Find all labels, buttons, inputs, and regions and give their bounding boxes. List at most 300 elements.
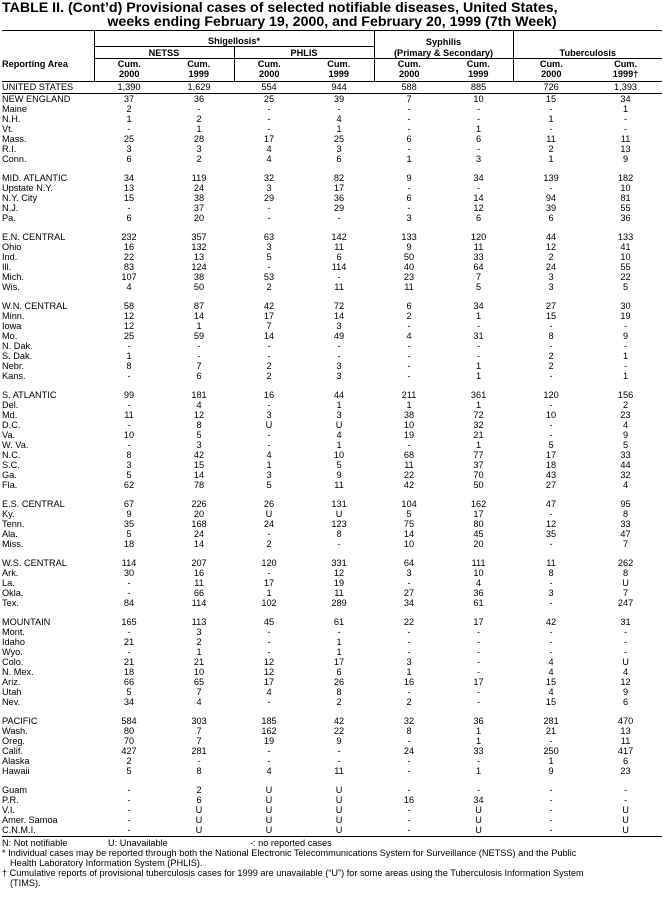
table-row bbox=[2, 716, 662, 726]
value-cell: - bbox=[127, 371, 131, 381]
value-cell: 12 bbox=[263, 657, 275, 667]
value-cell: - bbox=[267, 400, 271, 410]
value-cell: 50 bbox=[193, 282, 205, 292]
reporting-area-cell: Iowa bbox=[2, 321, 22, 331]
value-cell: 8 bbox=[548, 568, 554, 578]
footnote-dagger: † Cumulative reports of provisional tuberculosis cases for 1999 are unavailable (“U”) for some areas using the Tuberculosis Information System bbox=[2, 868, 584, 878]
value-cell: - bbox=[477, 756, 481, 766]
table-row bbox=[2, 558, 662, 568]
reporting-area-cell: Guam bbox=[2, 785, 28, 795]
value-cell: 3 bbox=[196, 627, 202, 637]
value-cell: 3 bbox=[126, 144, 132, 154]
table-row bbox=[2, 114, 662, 124]
value-cell: - bbox=[267, 627, 271, 637]
value-cell: - bbox=[407, 144, 411, 154]
value-cell: 14 bbox=[193, 539, 205, 549]
value-cell: U bbox=[335, 420, 343, 430]
table-row bbox=[2, 82, 662, 94]
value-cell: 8 bbox=[196, 420, 202, 430]
value-cell: 181 bbox=[191, 390, 207, 400]
phlis-header: PHLIS bbox=[234, 47, 374, 59]
value-cell: 17 bbox=[333, 183, 345, 193]
value-cell: 3 bbox=[406, 657, 412, 667]
value-cell: - bbox=[477, 657, 481, 667]
value-cell: 7 bbox=[622, 539, 629, 549]
table-row bbox=[2, 756, 662, 766]
value-cell: 5 bbox=[336, 460, 342, 470]
value-cell: 1 bbox=[266, 588, 272, 598]
value-cell: 36 bbox=[193, 94, 205, 104]
value-cell: 4 bbox=[196, 400, 202, 410]
value-cell: 42 bbox=[403, 480, 415, 490]
value-cell: 25 bbox=[263, 94, 275, 104]
reporting-area-cell: Miss. bbox=[2, 539, 24, 549]
disease-table bbox=[2, 30, 662, 835]
value-cell: 3 bbox=[475, 154, 482, 164]
value-cell: 12 bbox=[263, 667, 275, 677]
col-header: Cum. 1999 bbox=[444, 59, 513, 82]
table-row bbox=[2, 766, 662, 776]
value-cell: - bbox=[549, 627, 553, 637]
value-cell: 5 bbox=[266, 252, 272, 262]
value-cell: 6 bbox=[406, 134, 412, 144]
value-cell: - bbox=[127, 124, 131, 134]
value-cell: 1 bbox=[475, 124, 482, 134]
value-cell: 33 bbox=[473, 252, 484, 262]
value-cell: 2 bbox=[622, 400, 629, 410]
value-cell: - bbox=[127, 341, 131, 351]
reporting-area-cell: Mich. bbox=[2, 272, 24, 282]
value-cell: 21 bbox=[193, 657, 205, 667]
value-cell: 168 bbox=[191, 519, 207, 529]
value-cell: - bbox=[549, 124, 553, 134]
value-cell: 18 bbox=[545, 460, 557, 470]
value-cell: - bbox=[127, 795, 131, 805]
value-cell: - bbox=[624, 124, 628, 134]
value-cell: 4 bbox=[266, 144, 272, 154]
value-cell: 16 bbox=[403, 795, 415, 805]
value-cell: 34 bbox=[473, 795, 484, 805]
value-cell: - bbox=[197, 756, 201, 766]
value-cell: 7 bbox=[475, 272, 482, 282]
value-cell: 5 bbox=[196, 430, 202, 440]
value-cell: 4 bbox=[196, 697, 202, 707]
reporting-area-cell: Mo. bbox=[2, 331, 18, 341]
value-cell: - bbox=[267, 262, 271, 272]
reporting-area-cell: Kans. bbox=[2, 371, 26, 381]
title-line-2: weeks ending February 19, 2000, and February 20, 1999 (7th Week) bbox=[107, 14, 557, 30]
value-cell: 133 bbox=[617, 232, 634, 242]
value-cell: U bbox=[265, 805, 273, 815]
value-cell: 22 bbox=[403, 470, 415, 480]
value-cell: 4 bbox=[126, 282, 132, 292]
table-body bbox=[2, 82, 662, 836]
value-cell: - bbox=[127, 825, 131, 835]
value-cell: - bbox=[549, 509, 553, 519]
value-cell: - bbox=[477, 785, 481, 795]
value-cell: 1 bbox=[336, 400, 342, 410]
value-cell: - bbox=[549, 341, 553, 351]
value-cell: - bbox=[407, 341, 411, 351]
value-cell: 15 bbox=[123, 193, 135, 203]
footnote-dash: -: no reported cases bbox=[250, 838, 332, 848]
value-cell: - bbox=[407, 756, 411, 766]
col-header: Cum. 1999† bbox=[589, 59, 662, 82]
value-cell: 5 bbox=[406, 509, 412, 519]
value-cell: 111 bbox=[471, 558, 486, 568]
value-cell: 12 bbox=[620, 677, 631, 687]
value-cell: 5 bbox=[622, 440, 629, 450]
reporting-area-cell: S.C. bbox=[2, 460, 20, 470]
value-cell: - bbox=[549, 183, 553, 193]
value-cell: - bbox=[624, 785, 628, 795]
value-cell: - bbox=[407, 321, 411, 331]
value-cell: 87 bbox=[193, 301, 205, 311]
reporting-area-cell: PACIFIC bbox=[2, 716, 38, 726]
table-row bbox=[2, 410, 662, 420]
value-cell: 17 bbox=[263, 311, 275, 321]
value-cell: 331 bbox=[331, 558, 347, 568]
value-cell: 17 bbox=[263, 578, 275, 588]
value-cell: 1 bbox=[196, 321, 202, 331]
value-cell: - bbox=[337, 341, 341, 351]
value-cell: 1,390 bbox=[94, 82, 164, 94]
value-cell: 39 bbox=[545, 203, 557, 213]
value-cell: 32 bbox=[473, 420, 484, 430]
value-cell: U bbox=[265, 825, 273, 835]
value-cell: U bbox=[622, 815, 629, 825]
value-cell: 21 bbox=[545, 726, 557, 736]
value-cell: 584 bbox=[121, 716, 137, 726]
value-cell: - bbox=[549, 647, 553, 657]
value-cell: 7 bbox=[196, 361, 202, 371]
value-cell: 38 bbox=[193, 193, 205, 203]
value-cell: 124 bbox=[191, 262, 207, 272]
table-row bbox=[2, 134, 662, 144]
value-cell: 156 bbox=[617, 390, 634, 400]
value-cell: - bbox=[407, 627, 411, 637]
value-cell: 26 bbox=[333, 677, 345, 687]
value-cell: 36 bbox=[473, 588, 484, 598]
value-cell: 262 bbox=[617, 558, 634, 568]
value-cell: 2 bbox=[266, 371, 272, 381]
value-cell: 1 bbox=[475, 400, 482, 410]
value-cell: - bbox=[477, 627, 481, 637]
table-row bbox=[2, 262, 662, 272]
value-cell: 1 bbox=[475, 361, 482, 371]
reporting-area-cell: Maine bbox=[2, 104, 28, 114]
reporting-area-cell: Ala. bbox=[2, 529, 18, 539]
value-cell: 2 bbox=[548, 361, 554, 371]
value-cell: 162 bbox=[470, 499, 487, 509]
value-cell: - bbox=[549, 637, 553, 647]
value-cell: 16 bbox=[193, 568, 205, 578]
value-cell: 8 bbox=[622, 509, 629, 519]
value-cell: 2 bbox=[126, 756, 132, 766]
value-cell: 3 bbox=[336, 321, 342, 331]
reporting-area-header: Reporting Area bbox=[2, 59, 94, 82]
value-cell: - bbox=[477, 351, 481, 361]
title-line-1: TABLE II. (Cont’d) Provisional cases of selected notifiable diseases, United States, bbox=[2, 0, 558, 16]
value-cell: 10 bbox=[473, 568, 484, 578]
table-row bbox=[2, 598, 662, 608]
value-cell: 37 bbox=[123, 94, 135, 104]
value-cell: 250 bbox=[543, 746, 559, 756]
value-cell: 1 bbox=[548, 114, 554, 124]
value-cell: U bbox=[622, 578, 629, 588]
value-cell: 1 bbox=[475, 726, 482, 736]
value-cell: 12 bbox=[333, 568, 345, 578]
value-cell: 26 bbox=[263, 499, 275, 509]
value-cell: - bbox=[407, 203, 411, 213]
value-cell: 11 bbox=[620, 134, 631, 144]
value-cell: 303 bbox=[191, 716, 207, 726]
reporting-area-cell: Pa. bbox=[2, 213, 16, 223]
table-row bbox=[2, 736, 662, 746]
footnote-u: U: Unavailable bbox=[108, 838, 168, 848]
value-cell: 82 bbox=[333, 173, 345, 183]
value-cell: - bbox=[407, 183, 411, 193]
value-cell: - bbox=[549, 104, 553, 114]
value-cell: - bbox=[407, 440, 411, 450]
value-cell: 885 bbox=[444, 82, 513, 94]
table-row bbox=[2, 311, 662, 321]
value-cell: 11 bbox=[546, 558, 556, 568]
reporting-area-cell: Ind. bbox=[2, 252, 18, 262]
value-cell: 8 bbox=[406, 726, 412, 736]
table-row bbox=[2, 321, 662, 331]
value-cell: 5 bbox=[126, 529, 132, 539]
value-cell: - bbox=[407, 578, 411, 588]
table-row bbox=[2, 341, 662, 351]
value-cell: 14 bbox=[193, 311, 205, 321]
value-cell: 2 bbox=[548, 144, 554, 154]
value-cell: 554 bbox=[234, 82, 304, 94]
reporting-area-cell: Ill. bbox=[2, 262, 12, 272]
value-cell: 25 bbox=[333, 134, 345, 144]
value-cell: 4 bbox=[622, 480, 629, 490]
value-cell: - bbox=[477, 144, 481, 154]
value-cell: - bbox=[549, 805, 553, 815]
value-cell: 7 bbox=[196, 687, 202, 697]
table-row bbox=[2, 697, 662, 707]
value-cell: 123 bbox=[331, 519, 347, 529]
value-cell: U bbox=[335, 815, 343, 825]
table-row bbox=[2, 627, 662, 637]
value-cell: - bbox=[267, 697, 271, 707]
tuberculosis-header: Tuberculosis bbox=[513, 47, 662, 59]
spacer-row bbox=[2, 292, 662, 301]
value-cell: 357 bbox=[191, 232, 207, 242]
table-row bbox=[2, 617, 662, 627]
value-cell: 32 bbox=[620, 470, 631, 480]
value-cell: - bbox=[477, 667, 481, 677]
value-cell: U bbox=[265, 815, 273, 825]
col-header: Cum. 2000 bbox=[234, 59, 304, 82]
value-cell: 5 bbox=[126, 687, 132, 697]
reporting-area-cell: Upstate N.Y. bbox=[2, 183, 53, 193]
value-cell: 7 bbox=[196, 726, 202, 736]
value-cell: 72 bbox=[473, 410, 484, 420]
value-cell: - bbox=[624, 795, 628, 805]
value-cell: - bbox=[407, 815, 411, 825]
value-cell: U bbox=[622, 805, 629, 815]
value-cell: U bbox=[622, 825, 629, 835]
value-cell: - bbox=[267, 756, 271, 766]
value-cell: 39 bbox=[333, 94, 345, 104]
value-cell: 2 bbox=[548, 351, 554, 361]
value-cell: 185 bbox=[261, 716, 277, 726]
value-cell: 35 bbox=[123, 519, 135, 529]
value-cell: 36 bbox=[333, 193, 345, 203]
spacer-row bbox=[2, 490, 662, 499]
value-cell: 6 bbox=[196, 371, 202, 381]
value-cell: 47 bbox=[545, 499, 557, 509]
value-cell: 142 bbox=[331, 232, 347, 242]
value-cell: 42 bbox=[263, 301, 275, 311]
value-cell: - bbox=[267, 430, 271, 440]
value-cell: - bbox=[267, 213, 271, 223]
value-cell: 17 bbox=[545, 450, 557, 460]
value-cell: 4 bbox=[475, 578, 482, 588]
value-cell: 11 bbox=[334, 588, 344, 598]
value-cell: 10 bbox=[193, 667, 205, 677]
value-cell: - bbox=[477, 114, 481, 124]
value-cell: 40 bbox=[403, 262, 415, 272]
value-cell: 14 bbox=[193, 470, 205, 480]
value-cell: 1,629 bbox=[164, 82, 234, 94]
value-cell: 10 bbox=[403, 539, 415, 549]
value-cell: U bbox=[475, 815, 482, 825]
table-row bbox=[2, 361, 662, 371]
value-cell: 8 bbox=[126, 361, 132, 371]
value-cell: - bbox=[549, 825, 553, 835]
reporting-area-cell: E.S. CENTRAL bbox=[2, 499, 65, 509]
value-cell: U bbox=[195, 805, 203, 815]
value-cell: 9 bbox=[622, 430, 629, 440]
value-cell: - bbox=[407, 647, 411, 657]
value-cell: 1 bbox=[126, 351, 132, 361]
value-cell: - bbox=[267, 529, 271, 539]
value-cell: 165 bbox=[121, 617, 137, 627]
reporting-area-cell: Okla. bbox=[2, 588, 24, 598]
value-cell: 11 bbox=[620, 736, 631, 746]
value-cell: - bbox=[337, 756, 341, 766]
value-cell: 2 bbox=[336, 697, 342, 707]
reporting-area-cell: P.R. bbox=[2, 795, 19, 805]
table-title bbox=[2, 0, 662, 29]
value-cell: 1 bbox=[475, 371, 482, 381]
value-cell: 4 bbox=[266, 766, 272, 776]
value-cell: 63 bbox=[263, 232, 275, 242]
value-cell: 99 bbox=[123, 390, 135, 400]
table-row bbox=[2, 450, 662, 460]
value-cell: 34 bbox=[123, 697, 135, 707]
value-cell: 10 bbox=[473, 94, 484, 104]
reporting-area-cell: Minn. bbox=[2, 311, 25, 321]
value-cell: 19 bbox=[263, 736, 275, 746]
value-cell: 20 bbox=[193, 213, 205, 223]
value-cell: 50 bbox=[403, 252, 415, 262]
table-row bbox=[2, 213, 662, 223]
value-cell: 14 bbox=[403, 529, 415, 539]
value-cell: 1 bbox=[548, 154, 554, 164]
table-row bbox=[2, 104, 662, 114]
value-cell: - bbox=[267, 440, 271, 450]
value-cell: 1 bbox=[196, 647, 202, 657]
value-cell: 18 bbox=[123, 539, 135, 549]
value-cell: 139 bbox=[543, 173, 559, 183]
value-cell: 34 bbox=[473, 301, 484, 311]
table-row bbox=[2, 203, 662, 213]
value-cell: 1 bbox=[622, 104, 629, 114]
value-cell: - bbox=[407, 687, 411, 697]
value-cell: - bbox=[549, 815, 553, 825]
table-row bbox=[2, 420, 662, 430]
table-row bbox=[2, 252, 662, 262]
table-row bbox=[2, 242, 662, 252]
value-cell: 6 bbox=[475, 213, 482, 223]
value-cell: 28 bbox=[193, 134, 205, 144]
value-cell: 42 bbox=[333, 716, 345, 726]
value-cell: 1 bbox=[336, 637, 342, 647]
value-cell: 1 bbox=[126, 114, 132, 124]
table-row bbox=[2, 144, 662, 154]
value-cell: 70 bbox=[123, 736, 135, 746]
value-cell: 3 bbox=[336, 144, 342, 154]
value-cell: 25 bbox=[123, 331, 135, 341]
value-cell: 5 bbox=[622, 282, 629, 292]
value-cell: 27 bbox=[403, 588, 415, 598]
value-cell: - bbox=[127, 578, 131, 588]
value-cell: 22 bbox=[403, 617, 415, 627]
value-cell: 15 bbox=[545, 94, 557, 104]
value-cell: 10 bbox=[403, 420, 415, 430]
value-cell: 3 bbox=[406, 213, 412, 223]
value-cell: 7 bbox=[406, 94, 412, 104]
value-cell: - bbox=[477, 341, 481, 351]
value-cell: 32 bbox=[263, 173, 275, 183]
value-cell: 72 bbox=[333, 301, 345, 311]
value-cell: - bbox=[127, 647, 131, 657]
footnote-star: * Individual cases may be reported through both the National Electronic Telecommunications System for Surveillance (NETSS) and the Public bbox=[2, 848, 577, 858]
value-cell: 15 bbox=[545, 677, 557, 687]
value-cell: - bbox=[407, 104, 411, 114]
value-cell: 2 bbox=[406, 311, 412, 321]
value-cell: - bbox=[337, 627, 341, 637]
spacer-row bbox=[2, 776, 662, 785]
table-row bbox=[2, 400, 662, 410]
table-row bbox=[2, 183, 662, 193]
footnote-star-cont: Health Laboratory Information System (PHLIS). bbox=[10, 858, 203, 868]
table-row bbox=[2, 430, 662, 440]
value-cell: 232 bbox=[121, 232, 137, 242]
table-row bbox=[2, 470, 662, 480]
value-cell: U bbox=[475, 805, 482, 815]
value-cell: 1,393 bbox=[589, 82, 662, 94]
value-cell: 43 bbox=[545, 470, 557, 480]
value-cell: 4 bbox=[266, 687, 272, 697]
value-cell: 31 bbox=[620, 617, 631, 627]
table-row bbox=[2, 154, 662, 164]
value-cell: 21 bbox=[473, 430, 484, 440]
value-cell: 53 bbox=[263, 272, 275, 282]
value-cell: 1 bbox=[336, 647, 342, 657]
value-cell: 11 bbox=[404, 460, 414, 470]
report-page bbox=[2, 0, 662, 888]
value-cell: - bbox=[549, 420, 553, 430]
value-cell: 211 bbox=[401, 390, 417, 400]
